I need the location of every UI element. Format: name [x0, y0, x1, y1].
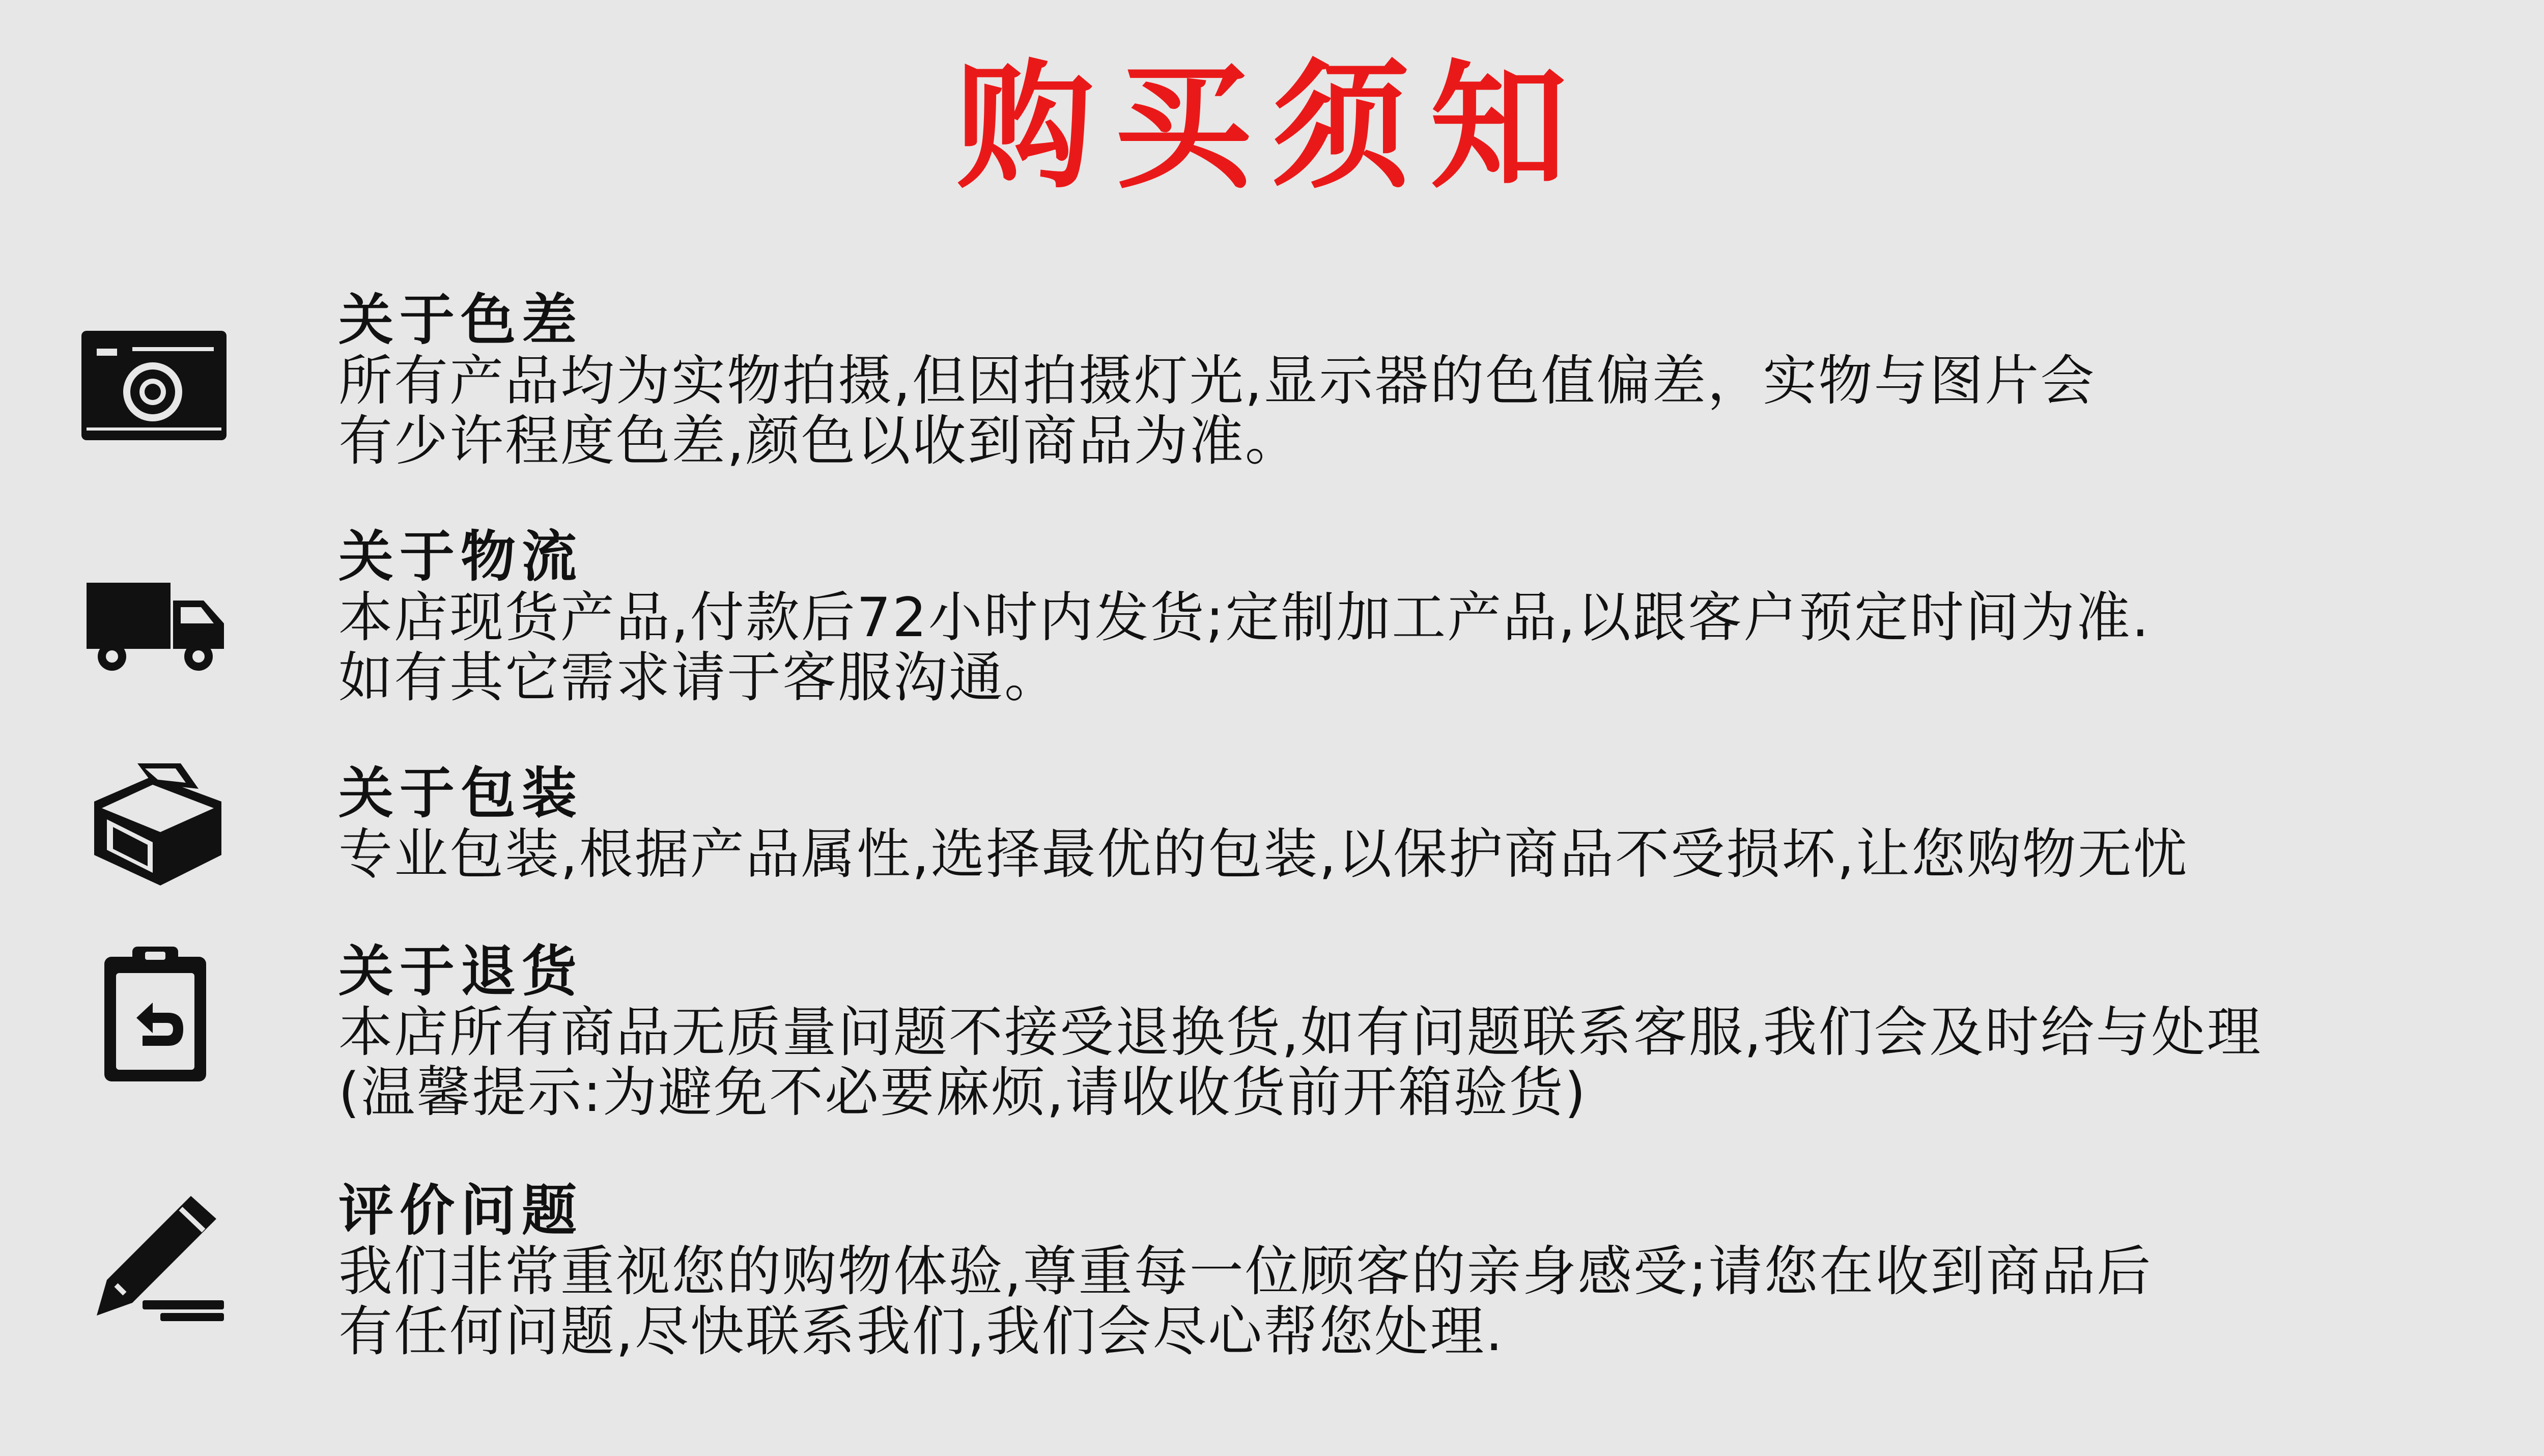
section-text-line: (温馨提示:为避免不必要麻烦,请收收货前开箱验货) — [338, 1061, 1588, 1124]
section-text-line: 如有其它需求请于客服沟通。 — [338, 646, 1060, 709]
clipboard-return-icon — [76, 941, 234, 1084]
section-text-line: 本店现货产品,付款后72小时内发货;定制加工产品,以跟客户预定时间为准. — [338, 586, 2151, 649]
section-text-line: 有任何问题,尽快联系我们,我们会尽心帮您处理. — [338, 1300, 1505, 1363]
section-text-line: 我们非常重视您的购物体验,尊重每一位顾客的亲身感受;请您在收到商品后 — [338, 1240, 2153, 1303]
camera-icon — [76, 310, 234, 453]
page-title: 购买须知 — [956, 47, 1588, 207]
section-text-line: 有少许程度色差,颜色以收到商品为准。 — [338, 410, 1301, 472]
pencil-review-icon — [76, 1186, 234, 1328]
package-box-icon — [76, 753, 234, 896]
section-text-line: 专业包装,根据产品属性,选择最优的包装,以保护商品不受损坏,让您购物无忧 — [338, 823, 2189, 886]
section-heading: 评价问题 — [338, 1179, 583, 1243]
truck-icon — [76, 547, 234, 690]
section-heading: 关于色差 — [338, 289, 583, 352]
section-heading: 关于物流 — [338, 525, 583, 589]
section-heading: 关于包装 — [338, 762, 583, 825]
section-text-line: 所有产品均为实物拍摄,但因拍摄灯光,显示器的色值偏差，实物与图片会 — [338, 350, 2096, 412]
section-heading: 关于退货 — [338, 940, 583, 1004]
section-text-line: 本店所有商品无质量问题不接受退换货,如有问题联系客服,我们会及时给与处理 — [338, 1001, 2263, 1064]
